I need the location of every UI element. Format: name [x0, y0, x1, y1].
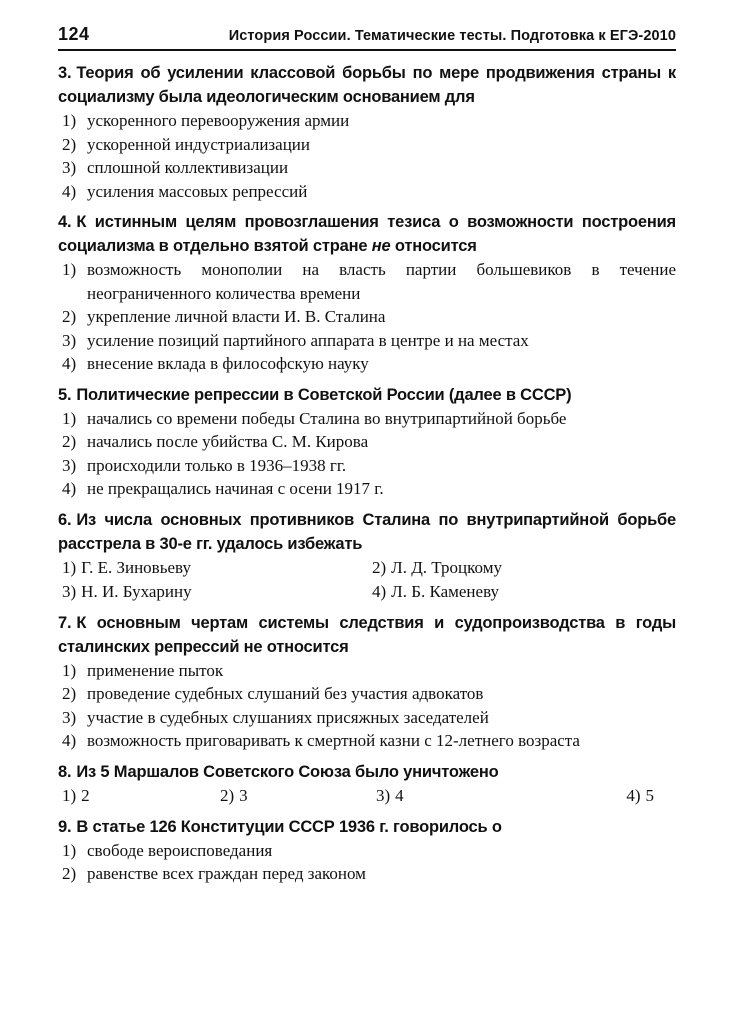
emphasis-ne: не — [371, 237, 391, 255]
answer-option: 2) 3 — [220, 785, 248, 805]
page — [58, 24, 676, 893]
page-header — [58, 24, 676, 51]
answer-option: 4) усиления массовых репрессий — [62, 181, 308, 201]
answer-option: 1) свободе вероисповедания — [62, 840, 273, 860]
answer-list — [58, 109, 676, 203]
question-4 — [58, 210, 676, 376]
question-number: 5. — [58, 385, 72, 404]
answer-option: 1) возможность монополии на власть партии большевиков в течение неограниченного количества времени — [62, 260, 676, 303]
question-8 — [58, 760, 676, 808]
answer-option: 2) укрепление личной власти И. В. Сталина — [62, 307, 386, 326]
running-title: История России. Тематические тесты. Подготовка к ЕГЭ-2010 — [228, 28, 676, 44]
question-number: 7. — [58, 613, 72, 632]
answer-list — [58, 407, 676, 501]
answer-option: 1) 2 — [62, 785, 90, 805]
question-text: 3. Теория об усилении классовой борьбы по мере продвижения страны к социализму была идеологическим основанием для — [58, 64, 676, 106]
answer-option: 2) ускоренной индустриализации — [62, 134, 310, 154]
page-number: 124 — [58, 24, 90, 44]
answer-option: 2) начались после убийства С. М. Кирова — [62, 432, 369, 451]
answer-option: 4) возможность приговаривать к смертной казни с 12-летнего возраста — [62, 731, 580, 750]
answer-option: 1) начались со времени победы Сталина во внутрипартийной борьбе — [62, 408, 567, 428]
answer-list — [58, 839, 676, 886]
answer-option: 4) 5 — [626, 785, 654, 805]
question-number: 8. — [58, 762, 72, 781]
answer-grid — [58, 556, 676, 604]
answer-option: 1) применение пыток — [62, 660, 224, 680]
question-9 — [58, 815, 676, 886]
question-number: 3. — [58, 64, 72, 82]
answer-option: 3) Н. И. Бухарину — [62, 581, 192, 601]
question-5 — [58, 383, 676, 501]
question-text: 5. Политические репрессии в Советской России (далее в СССР) — [58, 385, 572, 404]
answer-option: 3) сплошной коллективизации — [62, 158, 289, 177]
question-number: 4. — [58, 213, 72, 231]
question-number: 9. — [58, 817, 72, 836]
question-text: 4. К истинным целям провозглашения тезиса о возможности построения социализма в отдельно взятой стране не относится — [58, 213, 676, 255]
answer-option: 4) Л. Б. Каменеву — [372, 581, 500, 601]
answer-option: 3) происходили только в 1936–1938 гг. — [62, 455, 347, 475]
answer-option: 2) равенстве всех граждан перед законом — [62, 864, 366, 883]
answer-option: 2) проведение судебных слушаний без участия адвокатов — [62, 684, 484, 703]
question-text: 8. Из 5 Маршалов Советского Союза было уничтожено — [58, 762, 499, 781]
question-text: 9. В статье 126 Конституции СССР 1936 г. говорилось о — [58, 817, 502, 836]
question-3 — [58, 61, 676, 203]
question-text: 7. К основным чертам системы следствия и судопроизводства в годы сталинских репрессий не относится — [58, 613, 676, 656]
question-text: 6. Из числа основных противников Сталина по внутрипартийной борьбе расстрела в 30-е гг. удалось избежать — [58, 510, 676, 553]
answer-option: 2) Л. Д. Троцкому — [372, 557, 502, 577]
answer-option: 3) усиление позиций партийного аппарата в центре и на местах — [62, 330, 529, 350]
answer-grid — [58, 784, 676, 808]
answer-option: 3) 4 — [376, 785, 404, 805]
question-number: 6. — [58, 510, 72, 529]
question-7 — [58, 611, 676, 753]
question-6 — [58, 508, 676, 604]
answer-option: 4) внесение вклада в философскую науку — [62, 354, 369, 373]
answer-option: 1) Г. Е. Зиновьеву — [62, 557, 191, 577]
answer-option: 1) ускоренного перевооружения армии — [62, 111, 350, 130]
answer-list — [58, 258, 676, 376]
answer-option: 3) участие в судебных слушаниях присяжных заседателей — [62, 707, 489, 727]
answer-list — [58, 659, 676, 753]
answer-option: 4) не прекращались начиная с осени 1917 г. — [62, 479, 384, 498]
